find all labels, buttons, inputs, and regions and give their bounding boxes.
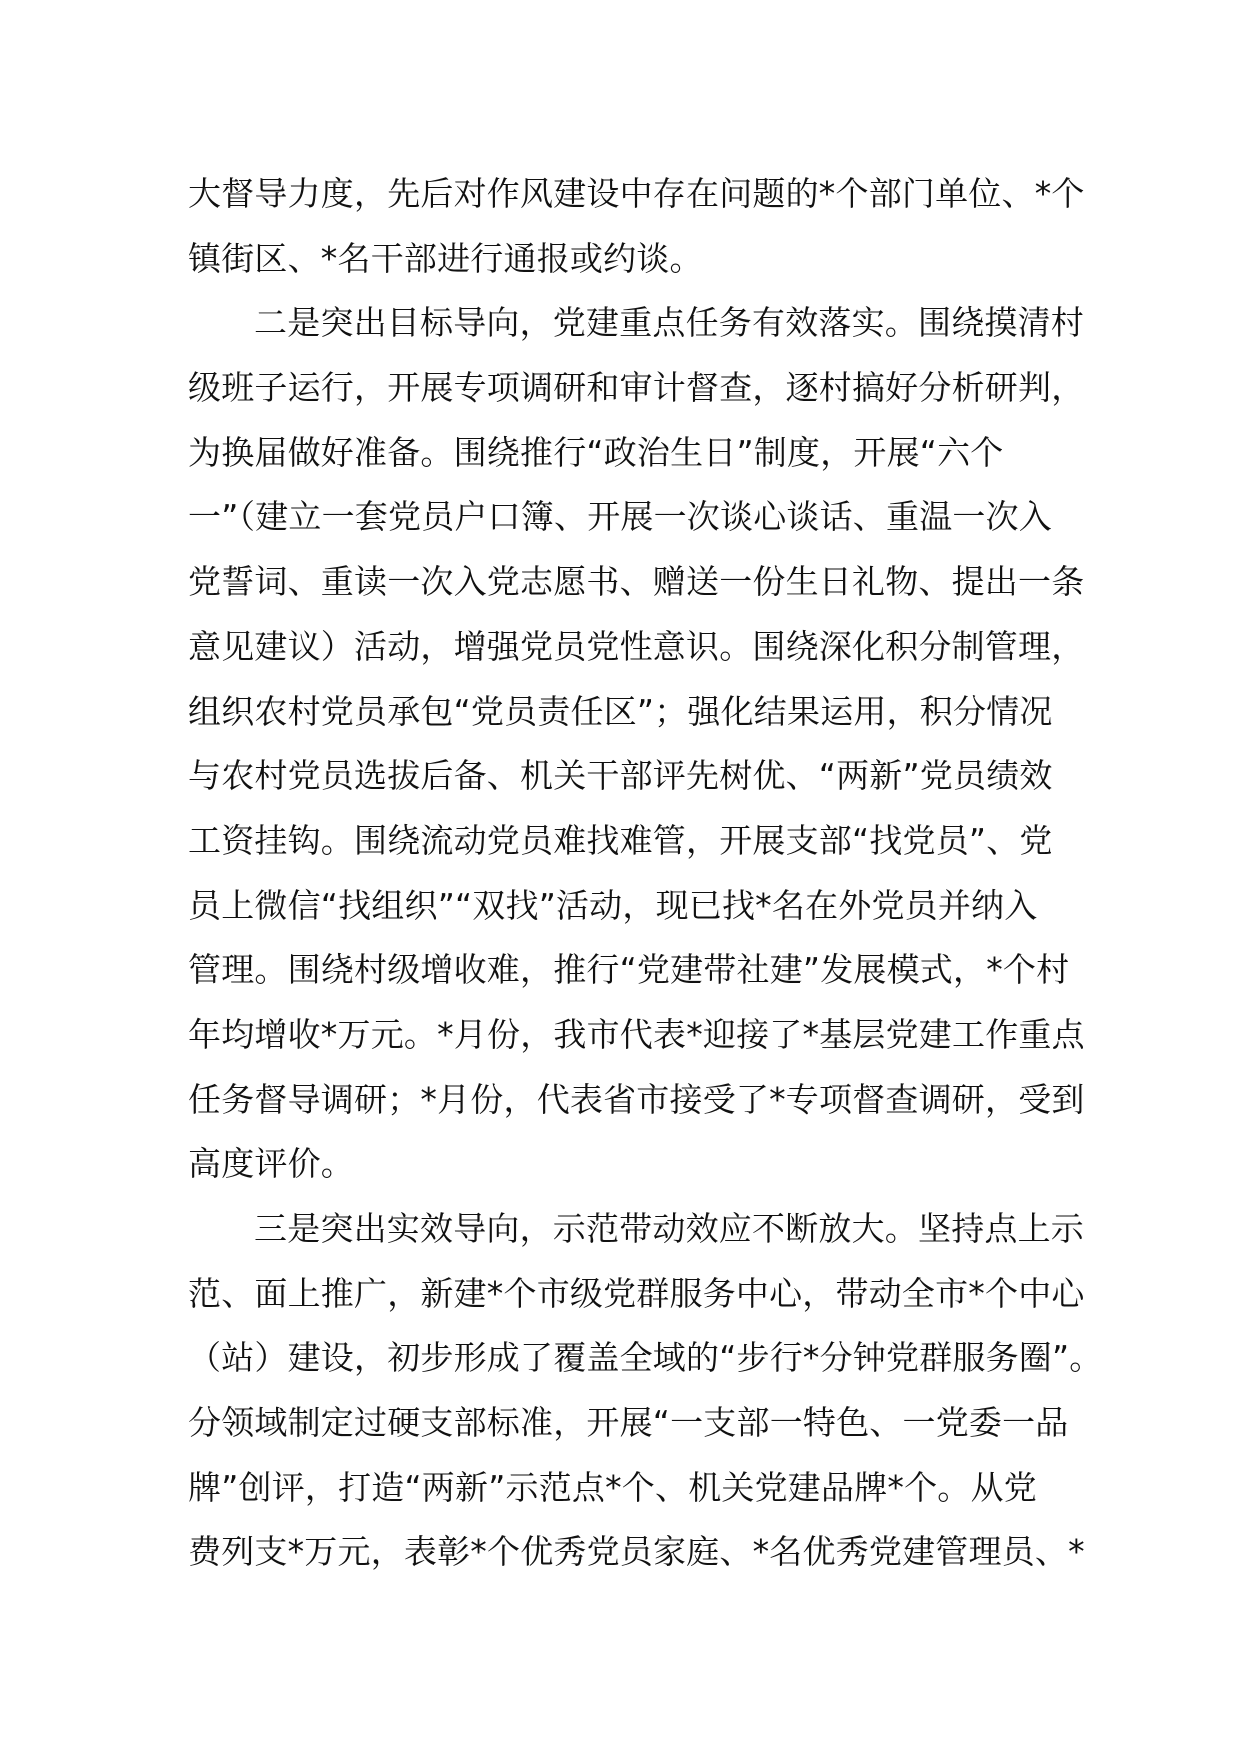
text-line: 大督导力度，先后对作风建设中存在问题的*个部门单位、*个: [188, 174, 1085, 213]
text-line: 与农村党员选拔后备、机关干部评先树优、“两新”党员绩效: [188, 756, 1053, 796]
text-line: 分领域制定过硬支部标准，开展“一支部一特色、一党委一品: [188, 1403, 1069, 1443]
text-line: 费列支*万元，表彰*个优秀党员家庭、*名优秀党建管理员、*: [188, 1532, 1085, 1572]
text-line: （站）建设，初步形成了覆盖全域的“步行*分钟党群服务圈”。: [188, 1338, 1103, 1378]
text-line: 高度评价。: [188, 1144, 354, 1184]
text-line: 一”（建立一套党员户口簿、开展一次谈心谈话、重温一次入: [188, 497, 1052, 537]
text-line: 三是突出实效导向，示范带动效应不断放大。坚持点上示: [254, 1209, 1084, 1248]
text-line: 二是突出目标导向，党建重点任务有效落实。围绕摸清村: [254, 303, 1084, 343]
text-line: 年均增收*万元。*月份，我市代表*迎接了*基层党建工作重点: [188, 1014, 1085, 1054]
text-line: 意见建议）活动，增强党员党性意识。围绕深化积分制管理，: [188, 626, 1085, 666]
text-line: 范、面上推广，新建*个市级党群服务中心，带动全市*个中心: [188, 1273, 1085, 1313]
text-line: 党誓词、重读一次入党志愿书、赠送一份生日礼物、提出一条: [188, 562, 1085, 602]
body-text: [188, 162, 1103, 1585]
text-line: 为换届做好准备。围绕推行“政治生日”制度，开展“六个: [188, 432, 1004, 472]
text-line: 任务督导调研；*月份，代表省市接受了*专项督查调研，受到: [188, 1079, 1085, 1119]
text-line: 管理。围绕村级增收难，推行“党建带社建”发展模式，*个村: [188, 950, 1070, 990]
text-line: 级班子运行，开展专项调研和审计督查，逐村搞好分析研判，: [188, 368, 1085, 408]
text-line: 员上微信“找组织”“双找”活动，现已找*名在外党员并纳入: [188, 885, 1038, 925]
text-line: 组织农村党员承包“党员责任区”；强化结果运用，积分情况: [188, 691, 1053, 731]
text-line: 工资挂钩。围绕流动党员难找难管，开展支部“找党员”、党: [188, 820, 1053, 860]
text-line: 镇街区、*名干部进行通报或约谈。: [188, 238, 703, 278]
text-line: 牌”创评，打造“两新”示范点*个、机关党建品牌*个。从党: [188, 1467, 1037, 1507]
